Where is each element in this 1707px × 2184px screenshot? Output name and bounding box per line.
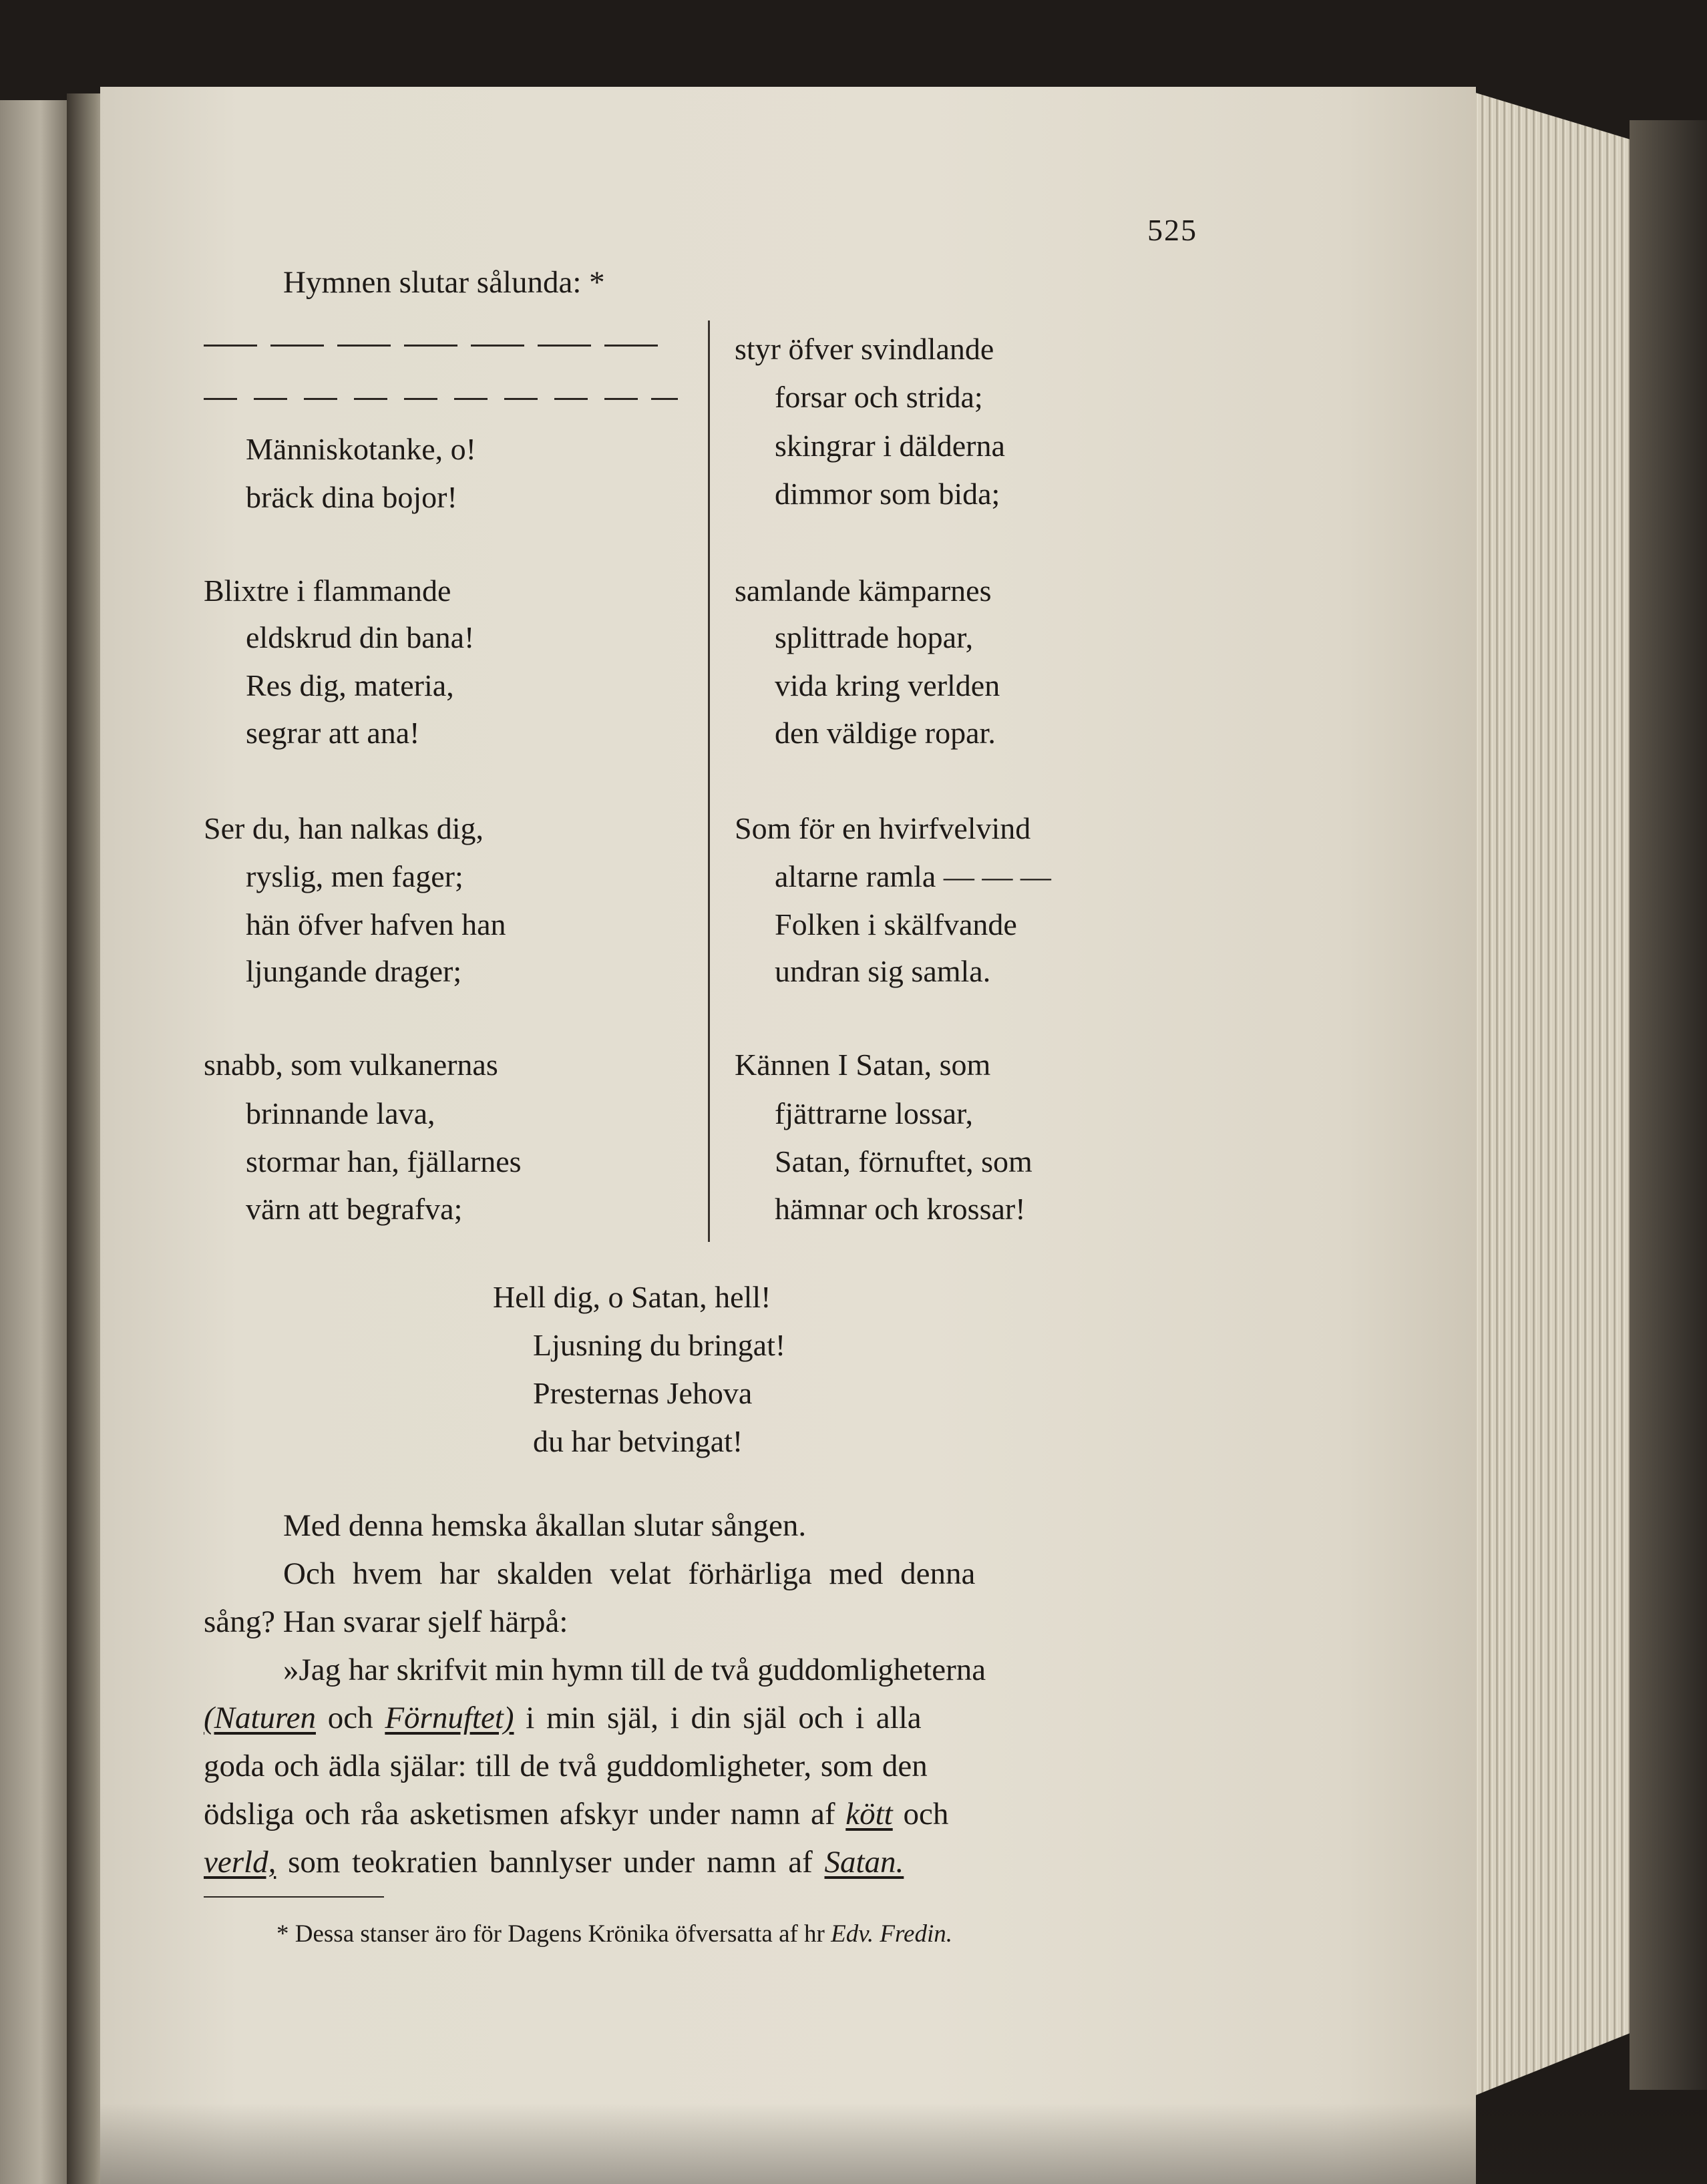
omission-rule	[254, 398, 287, 400]
prose-text: i min själ, i din själ och i alla	[514, 1701, 922, 1735]
prose-text: som teokratien bannlyser under namn af	[276, 1845, 825, 1880]
bottom-shadow	[100, 2103, 1707, 2184]
left-verse-line: Ser du, han nalkas dig,	[204, 811, 484, 845]
right-verse-line: Kännen I Satan, som	[735, 1048, 991, 1082]
prose-italic: (Naturen	[204, 1701, 316, 1735]
right-verse-line: fjättrarne lossar,	[775, 1096, 974, 1130]
omission-rule	[554, 398, 588, 400]
omission-rule	[354, 398, 387, 400]
right-verse-line: dimmor som bida;	[775, 477, 1000, 511]
left-verse-line: segrar att ana!	[246, 716, 420, 750]
prose-line: goda och ädla själar: till de två guddomligheter, som den	[204, 1749, 928, 1783]
footnote-rule	[204, 1896, 384, 1898]
prose-text: och	[315, 1701, 385, 1735]
omission-rule	[604, 398, 638, 400]
footnote-author: Edv. Fredin.	[831, 1920, 952, 1948]
prose-line	[204, 1703, 922, 1734]
left-verse-line: ljungande drager;	[246, 954, 462, 988]
omission-rule	[651, 398, 678, 400]
omission-rule	[304, 398, 337, 400]
right-verse-line: Som för en hvirfvelvind	[735, 811, 1031, 845]
omission-rule	[204, 398, 237, 400]
prose-line: Och hvem har skalden velat förhärliga med denna	[283, 1556, 976, 1591]
final-verse-line: du har betvingat!	[533, 1424, 743, 1458]
prose-text: ödsliga och råa asketismen afskyr under namn af	[204, 1797, 846, 1831]
omission-rule	[337, 345, 391, 347]
omission-rule	[504, 398, 538, 400]
prose-line	[204, 1847, 904, 1878]
prose-line: sång? Han svarar sjelf härpå:	[204, 1604, 568, 1639]
final-verse-line: Presternas Jehova	[533, 1376, 753, 1410]
right-verse-line: forsar och strida;	[775, 380, 983, 414]
right-verse-line: skingrar i dälderna	[775, 429, 1005, 463]
page-block-edges	[1456, 87, 1656, 2103]
left-verse-line: Blixtre i flammande	[204, 574, 451, 608]
left-verse-line: snabb, som vulkanernas	[204, 1048, 498, 1082]
column-divider	[708, 320, 710, 1242]
prose-line	[204, 1799, 948, 1830]
page-number: 525	[1147, 213, 1197, 247]
prose-line: Med denna hemska åkallan slutar sången.	[283, 1508, 807, 1543]
page-block-shadow	[1630, 120, 1707, 2090]
left-verse-line: Människotanke, o!	[246, 432, 476, 466]
omission-rule	[454, 398, 488, 400]
right-verse-line: vida kring verlden	[775, 668, 1000, 702]
omission-rule	[404, 345, 457, 347]
right-verse-line: samlande kämparnes	[735, 574, 992, 608]
right-verse-line: splittrade hopar,	[775, 620, 974, 654]
right-verse-line: Folken i skälfvande	[775, 907, 1017, 941]
left-verse-line: stormar han, fjällarnes	[246, 1144, 522, 1178]
left-verse-line: ryslig, men fager;	[246, 859, 463, 893]
omission-rule	[604, 345, 658, 347]
prose-italic: verld,	[204, 1845, 276, 1880]
footnote-text: * Dessa stanser äro för Dagens Krönika öfversatta af hr	[276, 1920, 831, 1948]
left-verse-line: Res dig, materia,	[246, 668, 454, 702]
left-verse-line: värn att begrafva;	[246, 1192, 463, 1226]
prose-italic: Förnuftet)	[385, 1701, 514, 1735]
right-verse-line: hämnar och krossar!	[775, 1192, 1026, 1226]
final-verse-line: Ljusning du bringat!	[533, 1328, 786, 1362]
right-verse-line: styr öfver svindlande	[735, 332, 994, 366]
left-verse-line: bräck dina bojor!	[246, 480, 457, 514]
omission-rule	[204, 345, 257, 347]
final-verse-line: Hell dig, o Satan, hell!	[493, 1280, 771, 1314]
left-page-edge	[0, 100, 73, 2184]
omission-rule	[538, 345, 591, 347]
prose-text: och	[892, 1797, 949, 1831]
right-verse-line: undran sig samla.	[775, 954, 991, 988]
intro-line: Hymnen slutar sålunda: *	[283, 265, 605, 300]
omission-rule	[471, 345, 524, 347]
omission-rule	[270, 345, 324, 347]
omission-rule	[404, 398, 437, 400]
left-verse-line: eldskrud din bana!	[246, 620, 475, 654]
prose-line: »Jag har skrifvit min hymn till de två guddomligheterna	[283, 1653, 986, 1687]
footnote	[276, 1922, 952, 1946]
left-verse-line: hän öfver hafven han	[246, 907, 506, 941]
right-verse-line: altarne ramla — — —	[775, 859, 1051, 893]
left-verse-line: brinnande lava,	[246, 1096, 435, 1130]
right-verse-line: Satan, förnuftet, som	[775, 1144, 1032, 1178]
prose-italic: Satan.	[824, 1845, 904, 1880]
right-verse-line: den väldige ropar.	[775, 716, 996, 750]
prose-italic: kött	[845, 1797, 893, 1831]
